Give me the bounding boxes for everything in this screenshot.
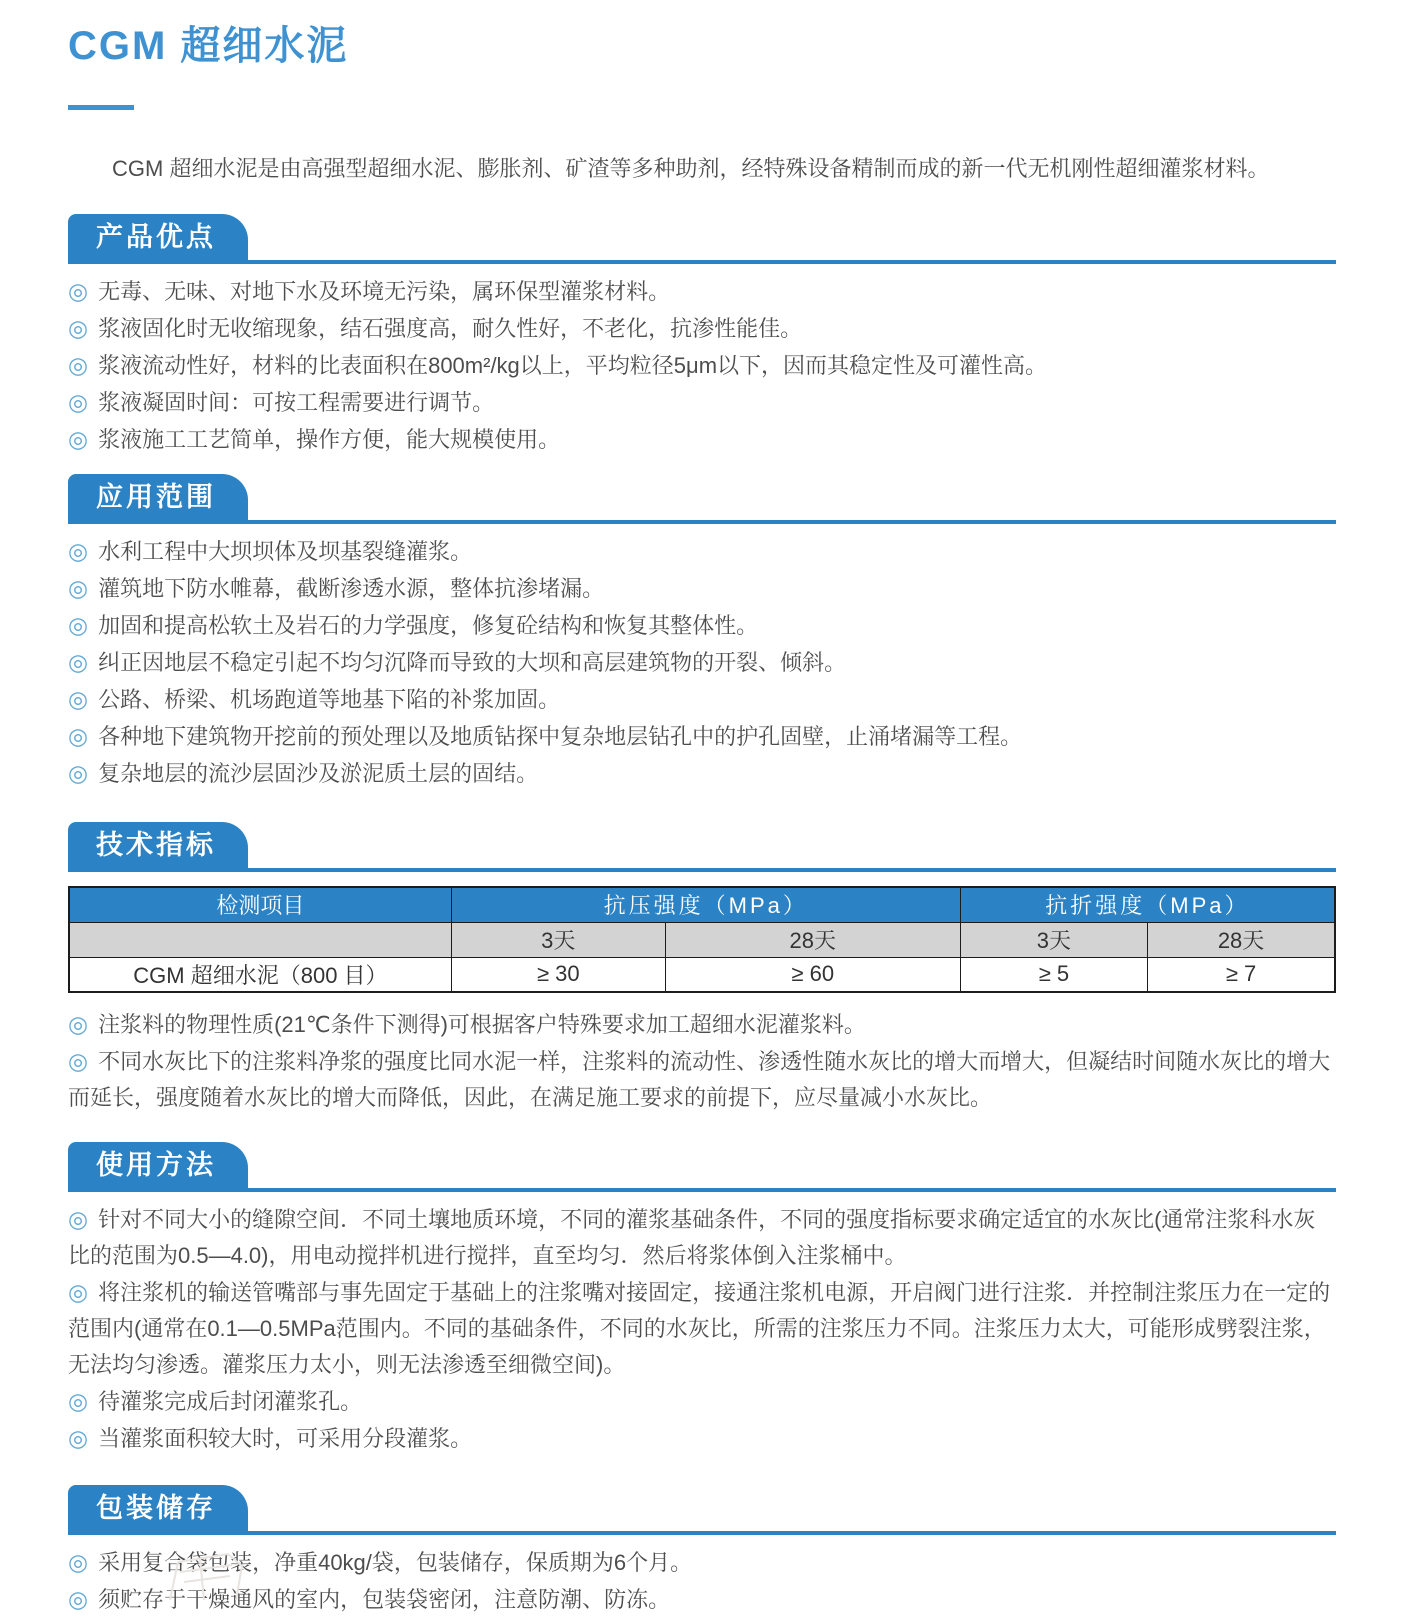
list-item-text: 浆液施工工艺简单，操作方便，能大规模使用。 xyxy=(98,427,561,452)
list-item-text: 水利工程中大坝坝体及坝基裂缝灌浆。 xyxy=(98,539,473,564)
list-item xyxy=(68,1006,1336,1043)
table-subheader-3d: 3天 xyxy=(960,922,1147,957)
list-item xyxy=(68,1043,1336,1116)
ring-bullet-icon: ◎ xyxy=(68,1279,89,1305)
cement-bag-watermark-image xyxy=(140,1548,290,1600)
list-item-text: 浆液凝固时间：可按工程需要进行调节。 xyxy=(98,390,495,415)
section-header-packaging xyxy=(68,1485,1336,1535)
list-item xyxy=(68,310,1336,347)
list-item-text: 当灌浆面积较大时，可采用分段灌浆。 xyxy=(98,1426,473,1451)
table-header-compressive: 抗压强度（MPa） xyxy=(451,887,960,922)
ring-bullet-icon: ◎ xyxy=(68,1425,89,1451)
section-header-specs xyxy=(68,822,1336,872)
ring-bullet-icon: ◎ xyxy=(68,1011,89,1037)
list-item-text: 针对不同大小的缝隙空间．不同土壤地质环境，不同的灌浆基础条件，不同的强度指标要求确定适宜的水灰比(通常注浆科水灰比的范围为0.5—4.0)，用电动搅拌机进行搅拌，直至均匀．然后将浆体倒入注浆桶中。 xyxy=(68,1207,1316,1268)
list-item-text: 待灌浆完成后封闭灌浆孔。 xyxy=(98,1389,363,1414)
technical-spec-table xyxy=(68,886,1336,993)
list-item-text: 须贮存于干燥通风的室内，包装袋密闭，注意防潮、防冻。 xyxy=(98,1587,671,1612)
ring-bullet-icon: ◎ xyxy=(68,315,89,341)
list-item-text: 灌筑地下防水帷幕，截断渗透水源，整体抗渗堵漏。 xyxy=(98,576,605,601)
ring-bullet-icon: ◎ xyxy=(68,760,89,786)
ring-bullet-icon: ◎ xyxy=(68,426,89,452)
ring-bullet-icon: ◎ xyxy=(68,1206,89,1232)
section-header-usage xyxy=(68,1142,1336,1192)
product-datasheet xyxy=(68,0,1336,1618)
ring-bullet-icon: ◎ xyxy=(68,1549,89,1575)
ring-bullet-icon: ◎ xyxy=(68,723,89,749)
table-subheader-28d: 28天 xyxy=(1148,922,1335,957)
section-header-advantages xyxy=(68,214,1336,264)
list-item-text: 采用复合袋包装，净重40kg/袋，包装储存，保质期为6个月。 xyxy=(98,1550,693,1575)
list-item-text: 纠正因地层不稳定引起不均匀沉降而导致的大坝和高层建筑物的开裂、倾斜。 xyxy=(98,650,847,675)
ring-bullet-icon: ◎ xyxy=(68,352,89,378)
list-item xyxy=(68,681,1336,718)
table-cell-value: ≥ 30 xyxy=(451,957,665,992)
section-badge-usage: 使用方法 xyxy=(68,1142,248,1188)
ring-bullet-icon: ◎ xyxy=(68,686,89,712)
table-subheader-row xyxy=(69,922,1335,957)
list-item-text: 浆液流动性好，材料的比表面积在800m²/kg以上，平均粒径5μm以下，因而其稳定性及可灌性高。 xyxy=(98,353,1048,378)
ring-bullet-icon: ◎ xyxy=(68,1048,89,1074)
table-cell-value: ≥ 60 xyxy=(665,957,960,992)
list-item xyxy=(68,533,1336,570)
spec-notes-list xyxy=(68,1006,1336,1116)
table-cell-value: ≥ 5 xyxy=(960,957,1147,992)
section-badge-advantages: 产品优点 xyxy=(68,214,248,260)
list-item xyxy=(68,570,1336,607)
list-item xyxy=(68,273,1336,310)
section-badge-applications: 应用范围 xyxy=(68,474,248,520)
list-item-text: 加固和提高松软土及岩石的力学强度，修复砼结构和恢复其整体性。 xyxy=(98,613,759,638)
list-item xyxy=(68,644,1336,681)
section-badge-packaging: 包装储存 xyxy=(68,1485,248,1531)
list-item-text: 浆液固化时无收缩现象，结石强度高，耐久性好，不老化，抗渗性能佳。 xyxy=(98,316,803,341)
list-item xyxy=(68,421,1336,458)
table-cell-value: ≥ 7 xyxy=(1148,957,1335,992)
list-item xyxy=(68,1274,1336,1383)
table-header-item: 检测项目 xyxy=(69,887,451,922)
ring-bullet-icon: ◎ xyxy=(68,1388,89,1414)
ring-bullet-icon: ◎ xyxy=(68,389,89,415)
ring-bullet-icon: ◎ xyxy=(68,575,89,601)
section-header-applications xyxy=(68,474,1336,524)
ring-bullet-icon: ◎ xyxy=(68,649,89,675)
applications-list xyxy=(68,533,1336,792)
page-title: CGM 超细水泥 xyxy=(68,24,349,68)
intro-paragraph: CGM 超细水泥是由高强型超细水泥、膨胀剂、矿渣等多种助剂，经特殊设备精制而成的新一代无机刚性超细灌浆材料。 xyxy=(112,156,1270,181)
table-subheader-3d: 3天 xyxy=(451,922,665,957)
list-item xyxy=(68,718,1336,755)
list-item xyxy=(68,384,1336,421)
list-item-text: 无毒、无味、对地下水及环境无污染，属环保型灌浆材料。 xyxy=(98,279,671,304)
ring-bullet-icon: ◎ xyxy=(68,612,89,638)
ring-bullet-icon: ◎ xyxy=(68,538,89,564)
list-item-text: 将注浆机的输送管嘴部与事先固定于基础上的注浆嘴对接固定，接通注浆机电源，开启阀门进行注浆．并控制注浆压力在一定的范围内(通常在0.1—0.5MPa范围内。不同的基础条件，不同的水灰比，所需的注浆压力不同。注浆压力太大，可能形成劈裂注浆，无法均匀渗透。灌浆压力太小，则无法渗透至细微空间)。 xyxy=(68,1280,1331,1377)
table-header-row xyxy=(69,887,1335,922)
list-item-text: 复杂地层的流沙层固沙及淤泥质土层的固结。 xyxy=(98,761,539,786)
list-item xyxy=(68,1383,1336,1420)
ring-bullet-icon: ◎ xyxy=(68,1586,89,1612)
ring-bullet-icon: ◎ xyxy=(68,278,89,304)
list-item xyxy=(68,1420,1336,1457)
table-subheader-empty xyxy=(69,922,451,957)
table-subheader-28d: 28天 xyxy=(665,922,960,957)
list-item xyxy=(68,347,1336,384)
list-item-text: 注浆料的物理性质(21℃条件下测得)可根据客户特殊要求加工超细水泥灌浆料。 xyxy=(98,1012,866,1037)
section-badge-specs: 技术指标 xyxy=(68,822,248,868)
list-item xyxy=(68,1201,1336,1274)
list-item-text: 公路、桥梁、机场跑道等地基下陷的补浆加固。 xyxy=(98,687,561,712)
usage-list xyxy=(68,1201,1336,1457)
list-item xyxy=(68,755,1336,792)
title-underline xyxy=(68,105,134,110)
list-item xyxy=(68,607,1336,644)
table-row xyxy=(69,957,1335,992)
advantages-list xyxy=(68,273,1336,458)
list-item-text: 各种地下建筑物开挖前的预处理以及地质钻探中复杂地层钻孔中的护孔固壁，止涌堵漏等工程。 xyxy=(98,724,1023,749)
table-cell-product: CGM 超细水泥（800 目） xyxy=(69,957,451,992)
table-header-flexural: 抗折强度（MPa） xyxy=(960,887,1335,922)
list-item-text: 不同水灰比下的注浆料净浆的强度比同水泥一样，注浆料的流动性、渗透性随水灰比的增大而增大，但凝结时间随水灰比的增大而延长，强度随着水灰比的增大而降低，因此，在满足施工要求的前提下，应尽量减小水灰比。 xyxy=(68,1049,1331,1110)
